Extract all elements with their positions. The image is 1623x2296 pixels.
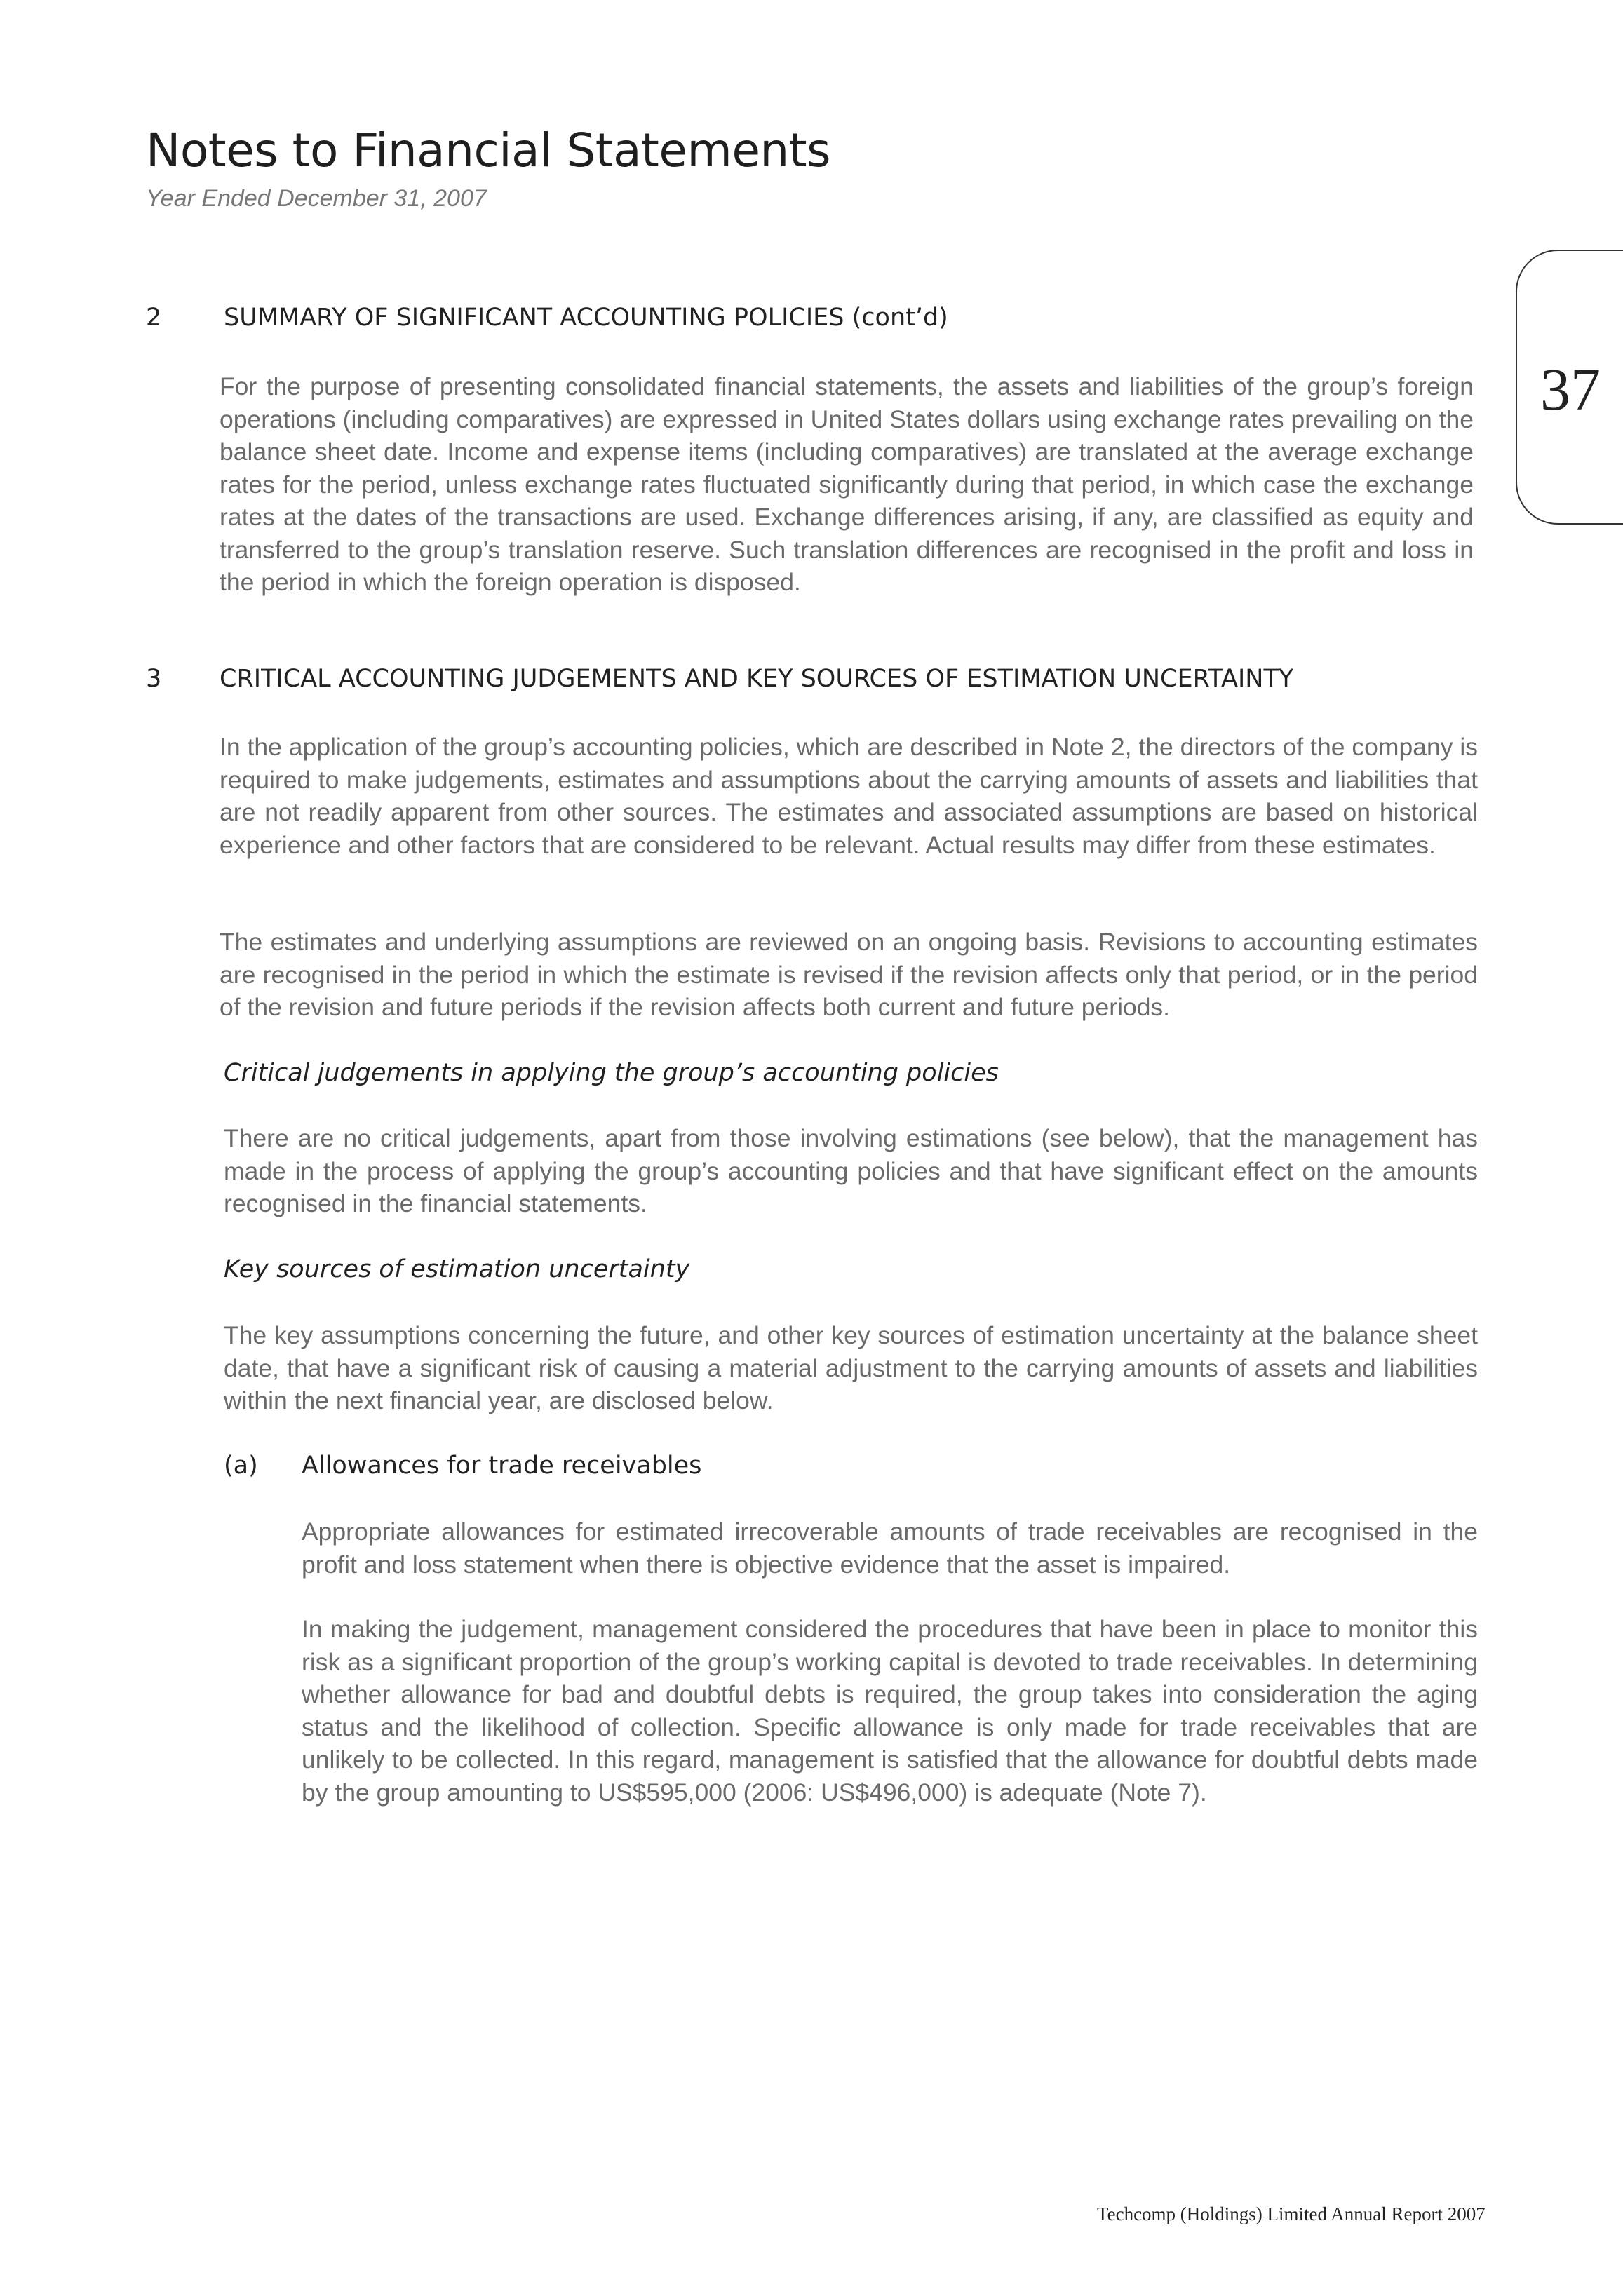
section-3-number: 3 (146, 665, 162, 693)
section-3-heading: CRITICAL ACCOUNTING JUDGEMENTS AND KEY SOURCES OF ESTIMATION UNCERTAINTY (220, 665, 1294, 693)
section-2-paragraph: For the purpose of presenting consolidated financial statements, the assets and liabilities of the group’s foreign operations (including comparatives) are expressed in United States dollars using exchange rates prevailing on the balance sheet date. Income and expense items (including comparatives) are translated at the average exchange rates for the period, unless exchange rates fluctuated significantly during that period, in which case the exchange rates at the dates of the transactions are used. Exchange differences arising, if any, are classified as equity and transferred to the group’s translation reserve. Such translation differences are recognised in the profit and loss in the period in which the foreign operation is disposed. (220, 372, 1474, 596)
page-number: 37 (1540, 356, 1601, 423)
section-3-paragraph-2: The estimates and underlying assumptions are reviewed on an ongoing basis. Revisions to accounting estimates are recognised in the period in which the estimate is revised if the revision affects only that period, or in the period of the revision and future periods if the revision affects both current and future periods. (220, 928, 1478, 1021)
item-a-paragraph-1: Appropriate allowances for estimated irrecoverable amounts of trade receivables are recognised in the profit and loss statement when there is objective evidence that the asset is impaired. (302, 1518, 1478, 1579)
section-3-paragraph-1: In the application of the group’s accounting policies, which are described in Note 2, the directors of the company is required to make judgements, estimates and assumptions about the carrying amounts of assets and liabilities that are not readily apparent from other sources. The estimates and associated assumptions are based on historical experience and other factors that are considered to be relevant. Actual results may differ from these estimates. (220, 733, 1478, 859)
page-subtitle: Year Ended December 31, 2007 (146, 185, 487, 212)
critical-judgements-heading: Critical judgements in applying the group’s accounting policies (224, 1059, 999, 1087)
key-sources-heading: Key sources of estimation uncertainty (224, 1255, 690, 1283)
section-2-heading: SUMMARY OF SIGNIFICANT ACCOUNTING POLICIES (cont’d) (224, 304, 948, 332)
footer-report-title: Techcomp (Holdings) Limited Annual Report 2007 (1097, 2203, 1486, 2224)
item-a-paragraph-2: In making the judgement, management considered the procedures that have been in place to monitor this risk as a significant proportion of the group’s working capital is devoted to trade receivables. In determining whether allowance for bad and doubtful debts is required, the group takes into consideration the aging status and the likelihood of collection. Specific allowance is only made for trade receivables that are unlikely to be collected. In this regard, management is satisfied that the allowance for doubtful debts made by the group amounting to US$595,000 (2006: US$496,000) is adequate (Note 7). (302, 1615, 1478, 1807)
page-title: Notes to Financial Statements (146, 123, 831, 177)
critical-judgements-paragraph: There are no critical judgements, apart from those involving estimations (see below), that the management has made in the process of applying the group’s accounting policies and that have significant effect on the amounts recognised in the financial statements. (224, 1124, 1478, 1217)
section-2-number: 2 (146, 304, 162, 332)
item-a-title: Allowances for trade receivables (302, 1452, 702, 1480)
item-a-label: (a) (224, 1452, 258, 1480)
key-sources-paragraph: The key assumptions concerning the future, and other key sources of estimation uncertainty at the balance sheet date, that have a significant risk of causing a material adjustment to the carrying amounts of assets and liabilities within the next financial year, are disclosed below. (224, 1321, 1478, 1414)
